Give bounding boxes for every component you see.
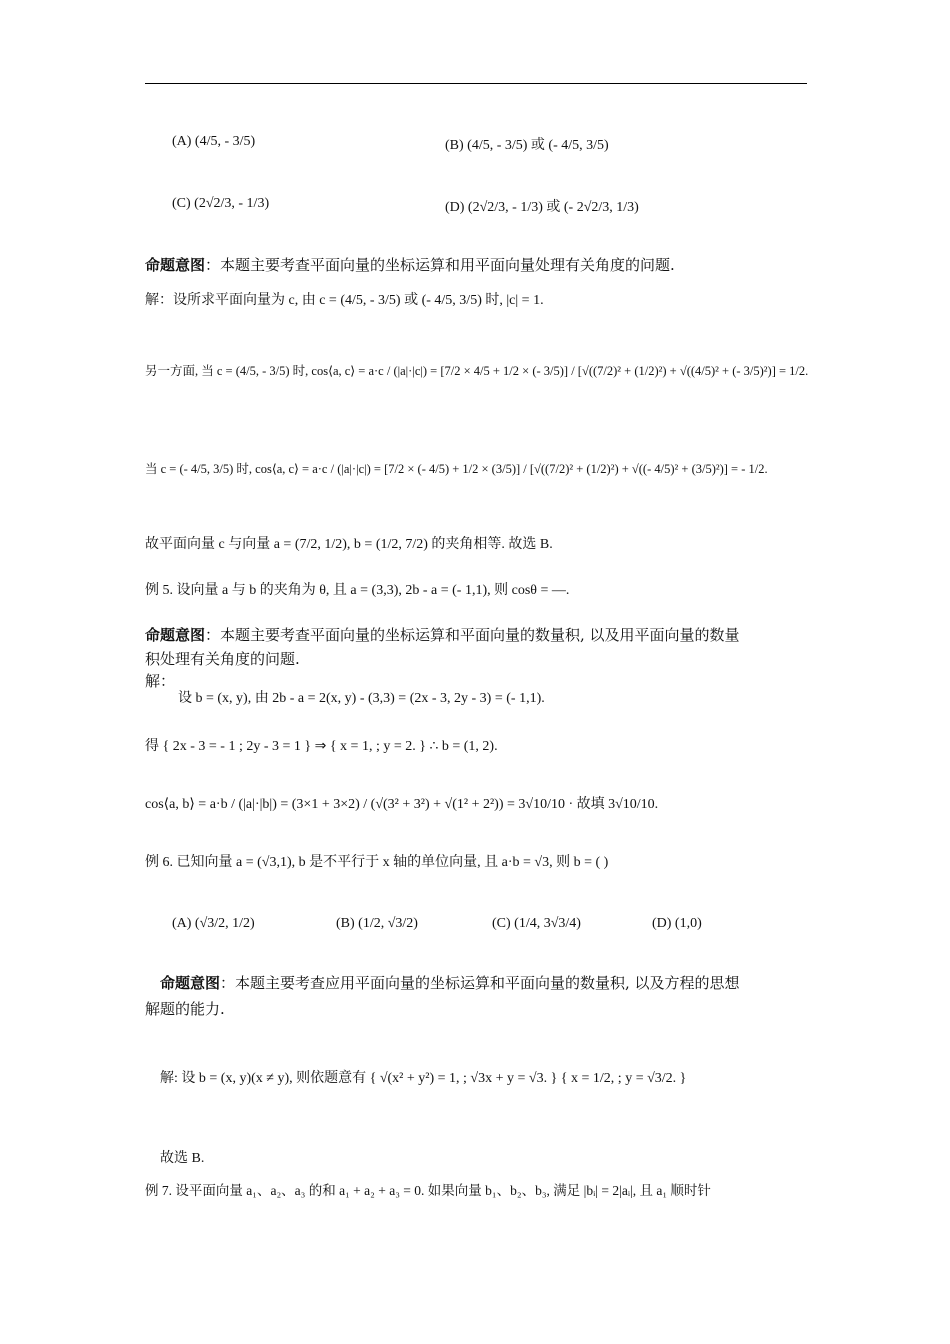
q4-option-d: (D) (2√2/3, - 1/3) 或 (- 2√2/3, 1/3) bbox=[445, 200, 639, 215]
q4-option-b: (B) (4/5, - 3/5) 或 (- 4/5, 3/5) bbox=[445, 138, 609, 153]
intent-label: 命题意图 bbox=[160, 974, 221, 992]
q6-option-c: (C) (1/4, 3√3/4) bbox=[492, 916, 581, 931]
q4-solution-line-4: 故平面向量 c 与向量 a = (7/2, 1/2), b = (1/2, 7/2) 的夹角相等. 故选 B. bbox=[145, 537, 553, 552]
q4-option-c: (C) (2√2/3, - 1/3) bbox=[172, 196, 270, 211]
q5-stem: 例 5. 设向量 a 与 b 的夹角为 θ, 且 a = (3,3), 2b - a = (- 1,1), 则 cosθ = —. bbox=[145, 583, 570, 598]
intent-text: ：本题主要考查平面向量的坐标运算和平面向量的数量积, 以及用平面向量的数量 bbox=[205, 626, 740, 644]
q4-solution-line-3: 当 c = (- 4/5, 3/5) 时, cos⟨a, c⟩ = a·c / (|a|·|c|) = [7/2 × (- 4/5) + 1/2 × (3/5)] / [√((7/2)² + (1/2)²) + √((- 4/5)² + (3/5)²)] = - 1/2. bbox=[145, 462, 768, 476]
q5-solution-line-2: 得 { 2x - 3 = - 1 ; 2y - 3 = 1 } ⇒ { x = 1, ; y = 2. } ∴ b = (1, 2). bbox=[145, 739, 498, 754]
q6-intent-1 bbox=[160, 972, 740, 994]
q6-option-a: (A) (√3/2, 1/2) bbox=[172, 916, 255, 931]
q4-option-a: (A) (4/5, - 3/5) bbox=[172, 134, 256, 149]
intent-label: 命题意图 bbox=[145, 256, 206, 274]
q5-solution-line-3: cos⟨a, b⟩ = a·b / (|a|·|b|) = (3×1 + 3×2) / (√(3² + 3²) + √(1² + 2²)) = 3√10/10 · 故填 3√10/10. bbox=[145, 797, 659, 812]
q5-intent-1 bbox=[145, 624, 740, 646]
q6-solution: 解: 设 b = (x, y)(x ≠ y), 则依题意有 { √(x² + y²) = 1, ; √3x + y = √3. } { x = 1/2, ; y = √3/2. } bbox=[160, 1071, 687, 1086]
q4-intent bbox=[145, 254, 675, 276]
intent-label: 命题意图 bbox=[145, 626, 206, 644]
q4-solution-line-2: 另一方面, 当 c = (4/5, - 3/5) 时, cos⟨a, c⟩ = a·c / (|a|·|c|) = [7/2 × 4/5 + 1/2 × (- 3/5)] / [√((7/2)² + (1/2)²) + √((4/5)² + (- 3/5)²)] = 1/2. bbox=[145, 364, 809, 378]
q4-solution-line-1: 解：设所求平面向量为 c, 由 c = (4/5, - 3/5) 或 (- 4/5, 3/5) 时, |c| = 1. bbox=[145, 293, 544, 308]
q5-intent-2: 积处理有关角度的问题. bbox=[145, 650, 300, 668]
intent-text: ：本题主要考查平面向量的坐标运算和用平面向量处理有关角度的问题. bbox=[205, 256, 675, 274]
intent-text: ：本题主要考查应用平面向量的坐标运算和平面向量的数量积, 以及方程的思想 bbox=[220, 974, 740, 992]
q6-option-b: (B) (1/2, √3/2) bbox=[336, 916, 418, 931]
q6-stem: 例 6. 已知向量 a = (√3,1), b 是不平行于 x 轴的单位向量, 且 a·b = √3, 则 b = ( ) bbox=[145, 855, 609, 870]
q5-solution-head: 解： bbox=[145, 672, 176, 690]
header-rule bbox=[145, 83, 807, 84]
q6-intent-2: 解题的能力. bbox=[145, 1000, 225, 1018]
q6-option-d: (D) (1,0) bbox=[652, 916, 702, 931]
q7-stem: 例 7. 设平面向量 a₁、a₂、a₃ 的和 a₁ + a₂ + a₃ = 0. 如果向量 b₁、b₂、b₃, 满足 |bᵢ| = 2|aᵢ|, 且 a₁ 顺时针 bbox=[145, 1183, 711, 1198]
q5-solution-line-1: 设 b = (x, y), 由 2b - a = 2(x, y) - (3,3) = (2x - 3, 2y - 3) = (- 1,1). bbox=[178, 691, 545, 706]
q6-answer: 故选 B. bbox=[160, 1151, 205, 1166]
